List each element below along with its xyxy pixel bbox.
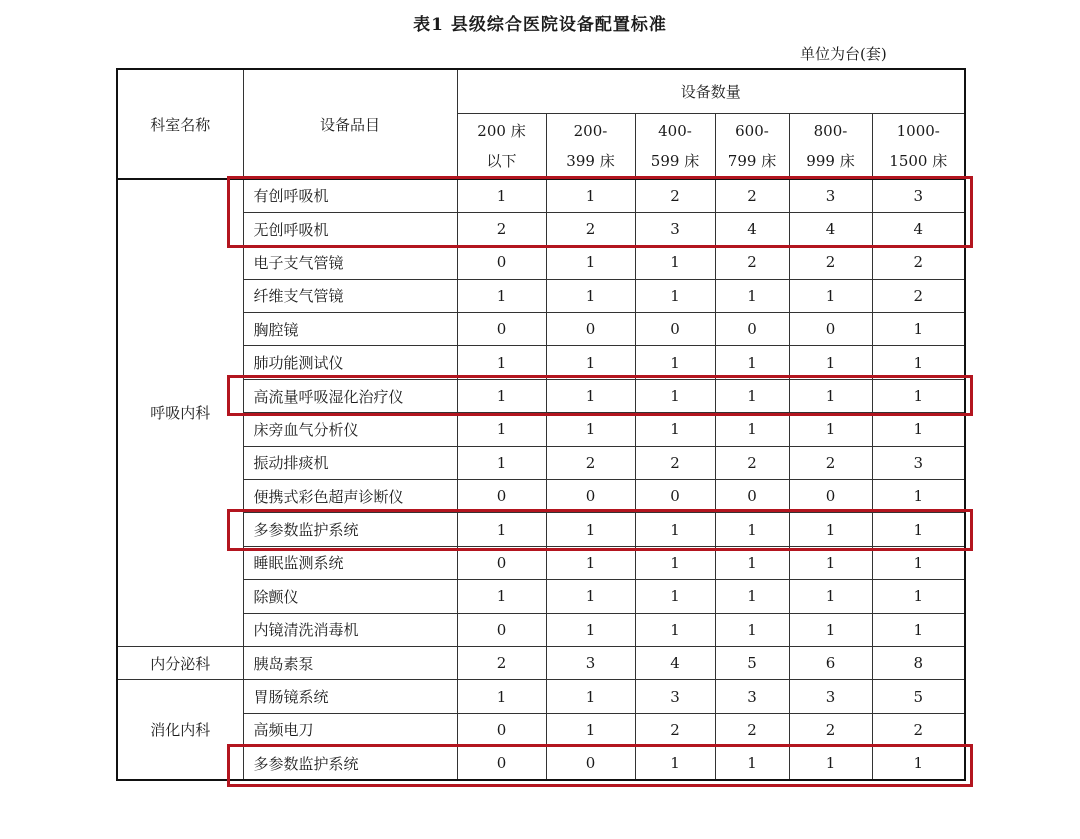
value-cell: 1: [457, 446, 546, 479]
value-cell: 1: [789, 279, 872, 312]
header-beds-line: 1500 床: [889, 151, 948, 170]
header-count: 设备数量: [457, 69, 965, 113]
value-cell: 1: [872, 613, 965, 646]
value-cell: 0: [715, 313, 789, 346]
dept-cell: 消化内科: [117, 680, 243, 780]
header-beds-1: [546, 113, 635, 179]
table-row: [117, 413, 965, 446]
value-cell: 1: [457, 346, 546, 379]
item-cell: 内镜清洗消毒机: [243, 613, 457, 646]
header-beds-line: 799 床: [727, 151, 777, 170]
item-cell: 有创呼吸机: [243, 179, 457, 212]
value-cell: 2: [457, 646, 546, 679]
value-cell: 4: [715, 212, 789, 245]
value-cell: 2: [789, 713, 872, 746]
value-cell: 2: [789, 246, 872, 279]
value-cell: 1: [635, 580, 715, 613]
table-row: [117, 713, 965, 746]
value-cell: 1: [457, 179, 546, 212]
table-row: [117, 546, 965, 579]
value-cell: 3: [715, 680, 789, 713]
table-row: [117, 613, 965, 646]
value-cell: 1: [715, 546, 789, 579]
value-cell: 1: [872, 480, 965, 513]
value-cell: 1: [872, 546, 965, 579]
value-cell: 1: [872, 379, 965, 412]
value-cell: 2: [715, 246, 789, 279]
item-cell: 胰岛素泵: [243, 646, 457, 679]
table-row: [117, 279, 965, 312]
value-cell: 2: [635, 446, 715, 479]
value-cell: 1: [546, 580, 635, 613]
value-cell: 0: [457, 246, 546, 279]
item-cell: 电子支气管镜: [243, 246, 457, 279]
value-cell: 0: [635, 313, 715, 346]
value-cell: 3: [872, 179, 965, 212]
item-cell: 振动排痰机: [243, 446, 457, 479]
value-cell: 1: [635, 413, 715, 446]
value-cell: 1: [789, 546, 872, 579]
value-cell: 1: [789, 747, 872, 780]
value-cell: 2: [872, 279, 965, 312]
value-cell: 0: [546, 313, 635, 346]
value-cell: 1: [546, 546, 635, 579]
value-cell: 1: [635, 513, 715, 546]
value-cell: 1: [457, 279, 546, 312]
header-beds-3: [715, 113, 789, 179]
header-beds-line: 1000-: [896, 121, 940, 140]
value-cell: 0: [546, 480, 635, 513]
value-cell: 1: [457, 580, 546, 613]
value-cell: 0: [457, 313, 546, 346]
value-cell: 0: [457, 613, 546, 646]
value-cell: 1: [635, 246, 715, 279]
value-cell: 1: [715, 513, 789, 546]
table-row: [117, 446, 965, 479]
value-cell: 4: [635, 646, 715, 679]
item-cell: 肺功能测试仪: [243, 346, 457, 379]
value-cell: 2: [546, 446, 635, 479]
value-cell: 4: [872, 212, 965, 245]
value-cell: 1: [457, 680, 546, 713]
table-title: 表1 县级综合医院设备配置标准: [413, 15, 667, 35]
table-row: [117, 246, 965, 279]
value-cell: 1: [546, 680, 635, 713]
value-cell: 1: [715, 379, 789, 412]
value-cell: 0: [789, 313, 872, 346]
value-cell: 3: [635, 212, 715, 245]
value-cell: 1: [457, 379, 546, 412]
item-cell: 多参数监护系统: [243, 513, 457, 546]
value-cell: 1: [789, 379, 872, 412]
value-cell: 1: [635, 279, 715, 312]
item-cell: 高流量呼吸湿化治疗仪: [243, 379, 457, 412]
header-beds-5: [872, 113, 965, 179]
header-beds-line: 999 床: [806, 151, 855, 170]
value-cell: 0: [457, 713, 546, 746]
value-cell: 1: [789, 580, 872, 613]
value-cell: 1: [546, 279, 635, 312]
value-cell: 1: [715, 580, 789, 613]
item-cell: 胸腔镜: [243, 313, 457, 346]
header-beds-line: 200 床: [477, 121, 526, 140]
item-cell: 便携式彩色超声诊断仪: [243, 480, 457, 513]
value-cell: 1: [872, 346, 965, 379]
value-cell: 1: [872, 313, 965, 346]
item-cell: 纤维支气管镜: [243, 279, 457, 312]
value-cell: 1: [546, 613, 635, 646]
value-cell: 2: [872, 713, 965, 746]
value-cell: 1: [715, 747, 789, 780]
value-cell: 0: [457, 747, 546, 780]
value-cell: 1: [546, 413, 635, 446]
value-cell: 1: [872, 413, 965, 446]
header-beds-4: [789, 113, 872, 179]
header-beds-line: 400-: [658, 121, 692, 140]
value-cell: 1: [715, 346, 789, 379]
value-cell: 3: [872, 446, 965, 479]
item-cell: 床旁血气分析仪: [243, 413, 457, 446]
value-cell: 2: [635, 179, 715, 212]
value-cell: 1: [789, 613, 872, 646]
value-cell: 0: [635, 480, 715, 513]
value-cell: 1: [635, 546, 715, 579]
item-cell: 高频电刀: [243, 713, 457, 746]
item-cell: 睡眠监测系统: [243, 546, 457, 579]
value-cell: 3: [635, 680, 715, 713]
table-row: [117, 680, 965, 713]
value-cell: 3: [789, 179, 872, 212]
value-cell: 1: [872, 513, 965, 546]
value-cell: 2: [635, 713, 715, 746]
item-cell: 胃肠镜系统: [243, 680, 457, 713]
highlight-box: [227, 744, 973, 787]
value-cell: 0: [457, 546, 546, 579]
header-beds-line: 以下: [486, 151, 517, 170]
value-cell: 1: [872, 580, 965, 613]
header-beds-2: [635, 113, 715, 179]
header-beds-line: 600-: [735, 121, 769, 140]
header-beds-line: 800-: [813, 121, 848, 140]
value-cell: 1: [635, 346, 715, 379]
value-cell: 1: [546, 713, 635, 746]
value-cell: 1: [789, 346, 872, 379]
equipment-table: [116, 68, 966, 781]
value-cell: 5: [872, 680, 965, 713]
value-cell: 4: [789, 212, 872, 245]
header-beds-line: 599 床: [650, 151, 700, 170]
value-cell: 1: [457, 513, 546, 546]
value-cell: 5: [715, 646, 789, 679]
value-cell: 1: [635, 613, 715, 646]
value-cell: 1: [546, 379, 635, 412]
item-cell: 无创呼吸机: [243, 212, 457, 245]
value-cell: 1: [546, 513, 635, 546]
table-row: [117, 580, 965, 613]
value-cell: 1: [546, 346, 635, 379]
value-cell: 2: [546, 212, 635, 245]
value-cell: 2: [715, 446, 789, 479]
value-cell: 1: [635, 747, 715, 780]
header-beds-0: [457, 113, 546, 179]
value-cell: 2: [872, 246, 965, 279]
value-cell: 1: [546, 246, 635, 279]
value-cell: 1: [457, 413, 546, 446]
value-cell: 2: [789, 446, 872, 479]
value-cell: 1: [789, 513, 872, 546]
highlight-box: [227, 509, 973, 551]
header-beds-line: 200-: [573, 121, 608, 140]
value-cell: 2: [715, 179, 789, 212]
item-cell: 多参数监护系统: [243, 747, 457, 780]
highlight-box: [227, 176, 973, 248]
value-cell: 1: [715, 279, 789, 312]
value-cell: 6: [789, 646, 872, 679]
item-cell: 除颤仪: [243, 580, 457, 613]
value-cell: 0: [546, 747, 635, 780]
highlight-box: [227, 375, 973, 416]
table-row: [117, 313, 965, 346]
value-cell: 3: [789, 680, 872, 713]
header-item: 设备品目: [243, 69, 457, 179]
dept-cell: 内分泌科: [117, 646, 243, 679]
value-cell: 1: [789, 413, 872, 446]
value-cell: 1: [635, 379, 715, 412]
value-cell: 8: [872, 646, 965, 679]
value-cell: 1: [715, 613, 789, 646]
value-cell: 1: [715, 413, 789, 446]
dept-cell: 呼吸内科: [117, 179, 243, 646]
value-cell: 3: [546, 646, 635, 679]
table-row: [117, 480, 965, 513]
value-cell: 0: [457, 480, 546, 513]
value-cell: 0: [715, 480, 789, 513]
value-cell: 2: [457, 212, 546, 245]
value-cell: 0: [789, 480, 872, 513]
value-cell: 1: [872, 747, 965, 780]
value-cell: 2: [715, 713, 789, 746]
header-dept: 科室名称: [117, 69, 243, 179]
table-row: [117, 646, 965, 679]
unit-note: 单位为台(套): [800, 45, 887, 63]
value-cell: 1: [546, 179, 635, 212]
header-beds-line: 399 床: [566, 151, 615, 170]
